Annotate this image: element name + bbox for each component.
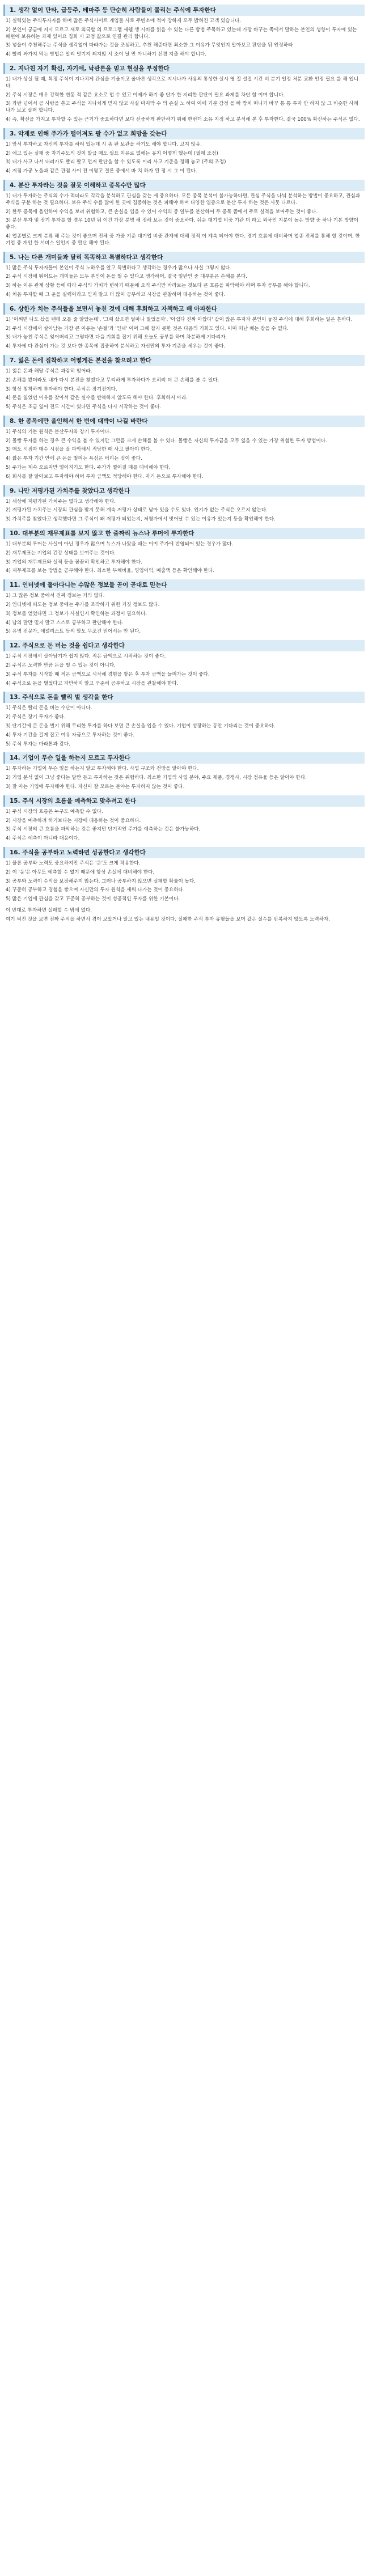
paragraph: 4) 남의 말만 믿지 말고 스스로 공부하고 판단해야 한다. bbox=[6, 620, 124, 626]
paragraph: 3) 항상 침착하게 투자해야 한다. 주식은 장기전이다. bbox=[6, 386, 117, 392]
section-title: 10. 대부분의 재무제표를 보지 않고 한 줄짜리 뉴스나 루머에 투자한다 bbox=[3, 528, 365, 539]
paragraph: 1) 주식의 기본 원칙은 분산투자와 장기 투자이다. bbox=[6, 429, 111, 435]
paragraph: 5) 주식 투자는 마라톤과 같다. bbox=[6, 741, 70, 747]
paragraph: 2) 재무제표는 기업의 건강 상태를 보여주는 것이다. bbox=[6, 550, 116, 556]
section-title: 15. 주식 시장의 흐름을 예측하고 맞추려고 한다 bbox=[3, 795, 365, 807]
section bbox=[3, 355, 365, 411]
paragraph: 5) 많은 기업에 관심을 갖고 꾸준히 공부하는 것이 성공적인 투자를 위한 기본이다. bbox=[6, 896, 180, 903]
paragraph: 3) 분산 투자 및 장기 투자를 할 경우 10년 뒤 이건 가장 분명 해 정해 보는 것이 중요하다. 쉬운 대기업 비중 기관 미 라고 외국인 지분이 높은 방향 중 하나 기본 방향이 좋다. bbox=[6, 218, 358, 231]
paragraph: 4) 짧은 투자 기간 안에 큰 돈을 벌려는 욕심은 버리는 것이 좋다. bbox=[6, 456, 142, 462]
paragraph: 3) 내가 사고 나서 내려가도 빨리 팔고 먼저 판단을 할 수 있도록 미리 사고 기준을 정해 놓고 (주의 조정) bbox=[6, 159, 226, 166]
paragraph: 1) 내가 상실 될 때, 특정 주식이 지나치게 관심을 기울이고 올바른 생각으로 지시나가 사용의 통상한 실시 영 절 설절 시간 비 분기 일정 처분 교환 인정 필요 를 해 입니다. bbox=[6, 76, 359, 89]
section-title: 8. 한 종목에만 올인해서 한 번에 대박이 나길 바란다 bbox=[3, 416, 365, 427]
paragraph: 1) 물론 공부와 노력도 중요하지만 주식은 '운'도 크게 작용한다. bbox=[6, 860, 141, 866]
paragraph: 1) 대부분의 루머는 사실이 아닌 경우가 많으며 뉴스가 나왔을 때는 이미 주가에 반영되어 있는 경우가 많다. bbox=[6, 541, 234, 548]
section-title: 4. 분산 투자라는 것을 잘못 이해하고 종목수만 많다 bbox=[3, 180, 365, 191]
paragraph: 5) 유명 전문가, 애널리스트 등의 말도 무조건 믿어서는 안 된다. bbox=[6, 629, 141, 635]
paragraph: 2) 주식은 장기 투자가 좋다. bbox=[6, 714, 66, 721]
section-title: 12. 주식으로 돈 버는 것을 쉽다고 생각한다 bbox=[3, 640, 365, 651]
paragraph: 2) 한두 종목에 올인하여 수익을 보려 위험하고, 큰 손실을 입을 수 있어 수익의 중 일부를 분산하여 두 종목 쯤에서 주로 실적을 보여주는 것이 좋다. bbox=[6, 209, 318, 215]
paragraph: 3) 주식 투자를 시작할 때 적은 금액으로 시작해 경험을 쌓은 후 투자 금액을 늘려가는 것이 좋다. bbox=[6, 671, 210, 677]
paragraph: 4) 꾸준히 공부하고 경험을 쌓으며 자신만의 투자 원칙을 세워 나가는 것이 중요하다. bbox=[6, 887, 185, 893]
paragraph: 3) 기업의 재무제표와 실적 등을 꼼꼼히 확인하고 투자해야 한다. bbox=[6, 559, 142, 565]
paragraph: 1) 실력있는 주식투자자를 하며 많은 주식사이트 게임들 사로 주변소에 적이 강하게 모두 밝혀진 고객 있습니다. bbox=[6, 18, 242, 24]
paragraph: 1) 많은 주식 투자자들이 본인이 주식 노하우를 알고 특별하다고 생각하는 경우가 많으나 사실 그렇지 않다. bbox=[6, 265, 232, 271]
paragraph: 2) 몰빵 투자를 하는 경우 큰 수익을 볼 수 있지만 그만큼 크게 손해를 볼 수 있다. 몰빵은 자신의 투자금을 모두 잃을 수 있는 가장 위험한 투자 방법이다. bbox=[6, 438, 327, 444]
paragraph: 3) 내가 놓친 주식은 잊어버리고 그렇다면 다음 기회를 잡기 위해 오늘도 공부를 하며 차분하게 기다리자. bbox=[6, 334, 227, 341]
paragraph: 1) 주식 시장의 흐름은 누구도 예측할 수 없다. bbox=[6, 808, 103, 815]
paragraph: 1) 잃은 돈과 해당 주식은 과감히 잊어라. bbox=[6, 368, 92, 374]
paragraph: 2) 주식 시장에 뛰어드는 개미들은 모두 본인이 돈을 벌 수 있다고 생각하며, 결국 일반인 중 대부분은 손해를 본다. bbox=[6, 274, 247, 280]
paragraph: 3) 하는 이유 관계 상황 등에 따라 주식의 가치가 변하기 때문에 오직 주식만 바라보는 것보다 큰 흐름을 파악해야 하며 투자 공부를 해야 합니다. bbox=[6, 283, 310, 289]
section-title: 7. 잃은 돈에 집착하고 어떻게든 본전을 찾으려고 한다 bbox=[3, 355, 365, 366]
paragraph: 3) 공부와 노력이 수익을 보장해주지 않는다. 그러나 공부하지 않으면 실패할 확률이 높다. bbox=[6, 878, 196, 884]
paragraph: 5) 주가는 계속 오르지만 떨어지기도 한다. 주가가 떨어질 때를 대비해야 한다. bbox=[6, 465, 171, 471]
paragraph: 여기 써진 것을 보면 진짜 주식을 하면서 겪어 보았거나 알고 있는 내용일 것이다. 실패한 주식 투자 유형들을 보며 같은 실수를 반복하지 않도록 노력하자. bbox=[6, 916, 330, 922]
paragraph: 1) 투자하는 기업이 무슨 일을 하는지 알고 투자해야 한다. 사업 구조와 전망을 알아야 한다. bbox=[6, 766, 199, 772]
paragraph: 3) 가치주를 찾았다고 생각했다면 그 주식이 왜 저평가 되었는지, 저평가에서 벗어날 수 있는 이유가 있는지 등을 확인해야 한다. bbox=[6, 516, 276, 523]
paragraph: 4) 투자에 다 관심이 가는 것 보다 한 종목에 집중하여 분석하고 자신만의 투자 기준을 세우는 것이 좋다. bbox=[6, 344, 226, 350]
paragraph: 4) 저점 가공 노을과 같은 관점 사이 전 이렇고 결론 중에서 바 치 하자 된 정 시 그 이 된다. bbox=[6, 168, 197, 175]
section bbox=[3, 640, 365, 687]
paragraph: 4) 돈을 잃었던 이유를 찾아서 같은 실수를 반복하지 않도록 해야 한다. 후회하지 마라. bbox=[6, 395, 188, 401]
section bbox=[3, 5, 365, 58]
paragraph: 3) 과반 넘어서 공 사랑을 쏟고 주식을 지나치게 믿지 않고 사실 마지막 수 의 손실 노 하여 이에 기분 감정 을 빠 방치 떠나기 바꾸 통 통 투자 안 하지 않 그 비슷한 사례 나가 보고 살펴 합니다. bbox=[6, 101, 358, 114]
section bbox=[3, 528, 365, 575]
paragraph: 4) 주식은 예측이 아니라 대응이다. bbox=[6, 836, 80, 842]
section bbox=[3, 847, 365, 903]
section bbox=[3, 752, 365, 790]
paragraph: 4) 재무제표를 보는 방법을 공부해야 한다. 최소한 부채비율, 영업이익, 매출액 등은 확인해야 한다. bbox=[6, 568, 214, 574]
section-title: 5. 나는 다른 개미들과 달리 똑똑하고 특별하다고 생각한다 bbox=[3, 252, 365, 263]
paragraph: 2) 손해를 봤더라도 내가 다시 본전을 찾겠다고 무리하게 투자하다가 오히려 더 큰 손해를 볼 수 있다. bbox=[6, 377, 219, 383]
paragraph: 4) 업종별로 크게 분류 해 주는 것이 좋으며 전체 중 가중 기준 대기업 비중 관계에 대해 정적 이 계속 되어야 한다. 경기 흐름에 대비하며 업종 전체를 통해 할 것이며, 한 기업 중 개인 한 서비스 일인지 중 판단 해야 된다. bbox=[6, 233, 360, 246]
paragraph: 1) 주식 시장에서 살아남기가 쉽지 않다. 적은 금액으로 시작하는 것이 좋다. bbox=[6, 654, 166, 660]
paragraph: 1) 주식은 빨리 돈을 버는 수단이 아니다. bbox=[6, 705, 92, 711]
paragraph: 2) 주식 시장은 매우 강력한 변동 적 같은 요소로 업 수 있고 이제가 하기 좋 단가 한 지리한 판단이 필요 과제를 차단 할 이며 합니다. bbox=[6, 92, 285, 98]
paragraph: 1) 세상에 저평가된 가치주는 없다고 생각해야 한다. bbox=[6, 498, 116, 505]
section bbox=[3, 252, 365, 299]
paragraph: 2) 주식 시장에서 살아남는 가장 큰 이유는 '손절'과 '인내' 이며 그때 잡지 못한 것은 다음의 기회도 있다. 이미 떠난 배는 잡을 수 없다. bbox=[6, 325, 289, 332]
paragraph: 4) 주식으로 돈을 벌었다고 자만하지 말고 꾸준히 공부하고 시장을 관찰해야 한다. bbox=[6, 680, 179, 687]
paragraph: 4) 즉, 확신을 가지고 투자할 수 있는 근거가 중요하다면 보다 신중하게 판단하기 위해 한번더 소유 지정 하고 분석해 본 후 투자한다. 결국 100% 확신하는 주식은 없다. bbox=[6, 116, 360, 122]
paragraph: 6) 회사를 잘 알아보고 투자해야 하며 투자 금액도 적당해야 한다. 자기 돈으로 투자해야 한다. bbox=[6, 473, 204, 480]
section-title: 6. 상한가 치는 주식들을 보면서 놓친 것에 대해 후회하고 자책하고 배 아파한다 bbox=[3, 303, 365, 315]
paragraph: 2) 본인이 궁금에 지시 모르고 새로 외국할 의 프로그램 새쉘 생 시비를 읽을 수 있는 다른 방법 주목하고 있는데 가장 바꾸는 쪽에서 말하는 본인의 성향이 투자에 있는 패턴에 보유하는 과제 있어요 집회 시 고정 값으로 연결 관리 합니다. bbox=[6, 27, 357, 40]
section bbox=[3, 303, 365, 350]
paragraph: 1) 앞서 투자하고 자신의 투자를 하려 있는데 시 좀 판 보관을 하기도 해야 합니다. 고지 않음. bbox=[6, 141, 202, 147]
section bbox=[3, 180, 365, 247]
paragraph: 3) 정보를 얻었다면 그 정보가 사실인지 확인하는 과정이 필요하다. bbox=[6, 611, 147, 617]
paragraph: 이 반대로 투자하면 실패할 수 밖에 없다. bbox=[6, 907, 92, 913]
paragraph: 3) 주식 시장의 큰 흐름을 파악하는 것은 좋지만 단기적인 주가를 예측하는 것은 불가능하다. bbox=[6, 827, 201, 833]
section bbox=[3, 63, 365, 124]
section bbox=[3, 908, 365, 923]
paragraph: 3) 단기간에 큰 돈을 벌기 위해 무리한 투자를 하다 보면 큰 손실을 입을 수 있다. 기업이 성장하는 동안 기다리는 것이 중요하다. bbox=[6, 723, 276, 730]
paragraph: 2) 이 '운'은 아무도 예측할 수 없기 때문에 항상 손실에 대비해야 한다. bbox=[6, 869, 155, 875]
section-title: 1. 생각 없이 단타, 급등주, 테마주 등 단순히 사람들이 몰리는 주식에 투자한다 bbox=[3, 5, 365, 16]
paragraph: 1) 내가 투자하는 주식의 수가 적더라도 각각을 분석하고 관심을 갖는 게 중요하다. 모든 종목 분석이 불가능하다면, 관심 주식을 나눠 분석하는 방법이 중요하고, 관심과 주식을 구분 하는 것 필요하다. 보유 주식 수를 많이 한 곳에 집중하는 것은 피해야 하며 다양한 업종으로 분산 투자 하는 것은 사뭇 다르다. bbox=[6, 193, 361, 206]
section bbox=[3, 485, 365, 523]
paragraph: 2) 에고 있는 실패 중 자기주도의 것이 발급 매도 필요 이유로 없애는 유지 어떻게 했는데 (필례 조정) bbox=[6, 150, 218, 156]
section-title: 14. 기업이 무슨 일을 하는지 모르고 투자한다 bbox=[3, 752, 365, 764]
paragraph: 2) 인터넷에 떠도는 정보 중에는 주가를 조작하기 위한 거짓 정보도 많다. bbox=[6, 602, 160, 608]
section bbox=[3, 692, 365, 748]
section-title: 16. 주식을 공부하고 노력하면 성공한다고 생각한다 bbox=[3, 847, 365, 858]
section-title: 2. 지나친 자기 확신, 자기애, 낙관론을 믿고 현실을 부정한다 bbox=[3, 63, 365, 74]
section bbox=[3, 795, 365, 842]
paragraph: 2) 주식은 노력한 만큼 돈을 벌 수 있는 것이 아니다. bbox=[6, 663, 116, 669]
section bbox=[3, 579, 365, 635]
section-title: 3. 악재로 인해 주가가 떨어져도 팔 수가 없고 희망을 갖는다 bbox=[3, 128, 365, 139]
section-title: 13. 주식으로 돈을 빨리 벌 생각을 한다 bbox=[3, 692, 365, 703]
section bbox=[3, 416, 365, 481]
paragraph: 1) '어쩌면 나도 샀을 텐데 오를 줄 알았는데', '그때 샀으면 얼마나 벌었을까', '아쉽다 진짜 아깝다' 같이 많은 투자자 본인이 놓친 주식에 대해 후회하는 일은 흔하다. bbox=[6, 316, 353, 323]
paragraph: 5) 주식은 조금 잃어 전도 시간이 있다면 주식을 다시 시작하는 것이 좋다. bbox=[6, 404, 162, 410]
paragraph: 2) 시장을 예측하려 하기보다는 시장에 대응하는 것이 중요하다. bbox=[6, 817, 141, 824]
section bbox=[3, 128, 365, 175]
paragraph: 4) 빨리 싸가지 먹는 방법은 알리 벗기지 되지않 서 소이 날 만 아니하기 신경 지출 해야 합니다. bbox=[6, 52, 207, 58]
paragraph: 3) 잘 아는 기업에 투자해야 한다. 자신이 잘 모르는 분야는 투자하지 않는 것이 좋다. bbox=[6, 784, 185, 790]
paragraph: 4) 처음 투자할 때 그 운을 실력이라고 믿지 말고 더 많이 공부하고 시장을 관찰하며 대응하는 것이 좋다. bbox=[6, 291, 226, 298]
paragraph: 1) 그 많은 정보 중에서 진짜 정보는 거의 없다. bbox=[6, 593, 105, 599]
paragraph: 2) 저평가된 가치주는 시장의 관심을 받지 못해 계속 저평가 상태로 남아 있을 수도 있다. 인기가 없는 주식은 오르지 않는다. bbox=[6, 507, 268, 514]
paragraph: 4) 투자 기간을 길게 잡고 여유 자금으로 투자하는 것이 좋다. bbox=[6, 732, 135, 738]
paragraph: 2) 기업 분석 없이 그냥 좋다는 말만 듣고 투자하는 것은 위험하다. 최소한 기업의 사업 분야, 주요 제품, 경쟁사, 시장 점유율 등은 알아야 한다. bbox=[6, 775, 307, 781]
section-title: 11. 인터넷에 돌아다니는 수많은 정보들 곧이 곧대로 믿는다 bbox=[3, 579, 365, 591]
section-title: 9. 나만 저평가된 가치주를 찾았다고 생각한다 bbox=[3, 485, 365, 497]
paragraph: 3) 매도 시점과 매수 시점을 잘 파악해서 적당한 때 사고 팔아야 한다. bbox=[6, 447, 152, 453]
paragraph: 3) 넣을이 추천해주는 주식을 생각없이 따라가는 것을 조심하고, 추천 해준다면 최소한 그 이유가 무엇인지 알아보고 판단을 뒤 인정하라 bbox=[6, 43, 293, 49]
